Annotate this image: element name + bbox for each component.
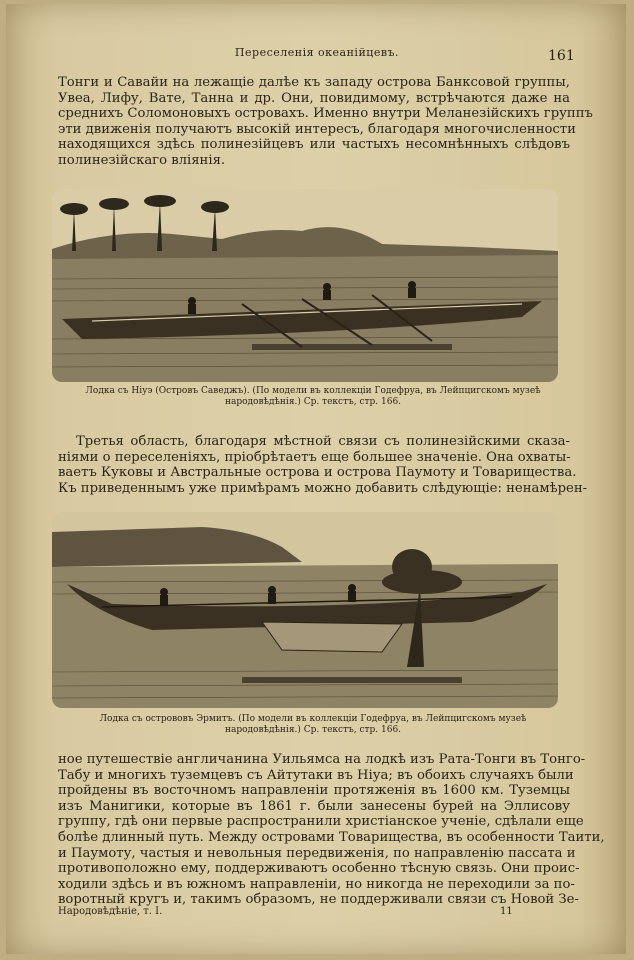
text-line: полинезійскаго вліянія.: [58, 152, 226, 168]
text-line: противоположно ему, поддерживаютъ особенно тѣсную связь. Они проис-: [58, 861, 580, 877]
text-line: Третья область, благодаря мѣстной связи съ полинезійскими сказа-: [76, 434, 570, 449]
text-line: ніями о переселеніяхъ, пріобрѣтаетъ еще большее значеніе. Она охваты-: [58, 449, 571, 465]
page-number: 161: [548, 48, 575, 64]
paragraph-1: [58, 75, 593, 169]
text-line: Увеа, Лифу, Вате, Танна и др. Они, повидимому, встрѣчаются даже на: [58, 90, 570, 106]
text-line: группу, гдѣ они первые распространили христіанское ученіе, сдѣлали еще: [58, 814, 584, 830]
text-line: болѣе длинный путь. Между островами Товарищества, въ особенности Таити,: [58, 829, 605, 845]
footer-signature: Народовѣдѣніе, т. I.: [58, 906, 163, 917]
text-line: и Паумоту, частыя и невольныя передвиженія, по направленію пассата и: [58, 845, 576, 861]
text-line: ное путешествіе англичанина Уильямса на лодкѣ изъ Рата-Тонги въ Тонго-: [58, 752, 586, 767]
illustration-hermit-canoe: [52, 512, 558, 708]
text-line: находящихся здѣсь полинезійцевъ или частыхъ несомнѣнныхъ слѣдовъ: [58, 137, 570, 153]
text-line: ваетъ Куковы и Австральные острова и острова Паумоту и Товарищества.: [58, 465, 577, 481]
text-line: Тонги и Савайи на лежащіе далѣе къ западу острова Банксовой группы,: [58, 75, 570, 90]
text-line: изъ Манигики, которые въ 1861 г. были занесены бурей на Эллисову: [58, 798, 570, 814]
paragraph-2: [58, 434, 588, 496]
text-line: среднихъ Соломоновыхъ островахъ. Именно внутри Меланезійскихъ группъ: [58, 106, 593, 122]
footer-sheet-number: 11: [500, 906, 513, 917]
caption-figure-2: [58, 714, 568, 736]
running-title: Переселенія океанійцевъ.: [234, 46, 400, 59]
text-line: Табу и многихъ туземцевъ съ Айтутаки въ Ніуа; въ обоихъ случаяхъ были: [58, 767, 574, 783]
text-line: эти движенія получаютъ высокій интересъ, благодаря многочисленности: [58, 121, 576, 137]
hermit-canoe-engraving: [52, 512, 558, 708]
caption-line: Лодка съ Ніуэ (Островъ Саведжъ). (По модели въ коллекціи Годефруа, въ Лейпцигскомъ музеѣ: [85, 386, 541, 396]
text-line: Къ приведеннымъ уже примѣрамъ можно добавить слѣдующіе: ненамѣрен-: [58, 480, 588, 496]
caption-line: народовѣдѣнія.) Ср. текстъ, стр. 166.: [224, 397, 402, 407]
text-line: ходили здѣсь и въ южномъ направленіи, но никогда не переходили за по-: [58, 876, 575, 892]
niue-canoe-engraving: [52, 189, 558, 382]
text-line: пройдены въ восточномъ направленіи протяженія въ 1600 км. Туземцы: [58, 783, 570, 799]
illustration-niue-canoe: [52, 189, 558, 382]
caption-figure-1: [58, 386, 568, 408]
text-line: воротный кругъ и, такимъ образомъ, не поддерживали связи съ Новой Зе-: [58, 892, 579, 908]
caption-line: Лодка съ острововъ Эрмитъ. (По модели въ коллекціи Годефруа, въ Лейпцигскомъ музеѣ: [99, 714, 527, 724]
caption-line: народовѣдѣнія.) Ср. текстъ, стр. 166.: [224, 725, 402, 735]
paragraph-3: [58, 752, 605, 908]
